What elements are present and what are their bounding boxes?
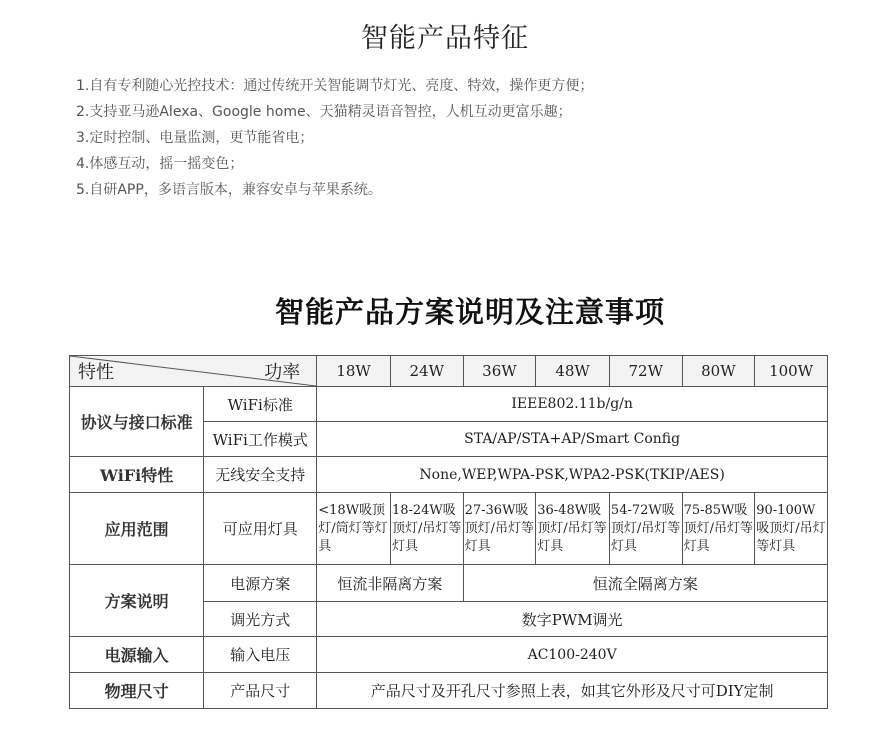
header-row: [70, 356, 828, 387]
power-header-cell: 72W: [609, 356, 682, 387]
value-wifi-standard: IEEE802.11b/g/n: [317, 387, 828, 422]
spec-table: [69, 355, 828, 709]
table-row: [70, 673, 828, 709]
table-row: [70, 565, 828, 602]
power-header-cell: 80W: [682, 356, 755, 387]
features-list: [76, 76, 856, 206]
power-header-cell: 48W: [536, 356, 610, 387]
value-input-voltage: AC100-240V: [317, 637, 828, 673]
table-row: [70, 387, 828, 422]
value-power-scheme-isolated: 恒流全隔离方案: [463, 565, 827, 602]
sub-label-input-voltage: 输入电压: [204, 637, 317, 673]
value-wireless-security: None,WEP,WPA-PSK,WPA2-PSK(TKIP/AES): [317, 457, 828, 493]
sub-label-fixtures: 可应用灯具: [204, 493, 317, 565]
table-row: [70, 457, 828, 493]
row-label-protocol: 协议与接口标准: [70, 387, 204, 457]
sub-label-wifi-mode: WiFi工作模式: [204, 422, 317, 457]
table-row: [70, 493, 828, 565]
sub-label-power-scheme: 电源方案: [204, 565, 317, 602]
fixture-cell: 75-85W吸顶灯/吊灯等灯具: [682, 493, 755, 565]
sub-label-wifi-standard: WiFi标准: [204, 387, 317, 422]
power-header-cell: 100W: [755, 356, 828, 387]
row-label-power-input: 电源输入: [70, 637, 204, 673]
row-label-physical-size: 物理尺寸: [70, 673, 204, 709]
feature-item: 1.自有专利随心光控技术：通过传统开关智能调节灯光、亮度、特效，操作更方便；: [76, 78, 594, 94]
power-header-cell: 24W: [390, 356, 463, 387]
feature-item: 3.定时控制、电量监测，更节能省电；: [76, 130, 314, 146]
value-wifi-mode: STA/AP/STA+AP/Smart Config: [317, 422, 828, 457]
fixture-cell: 27-36W吸顶灯/吊灯等灯具: [463, 493, 536, 565]
value-product-size: 产品尺寸及开孔尺寸参照上表，如其它外形及尺寸可DIY定制: [317, 673, 828, 709]
corner-power-label: 功率: [264, 362, 301, 383]
sub-label-product-size: 产品尺寸: [204, 673, 317, 709]
corner-header-cell: [70, 356, 317, 387]
fixture-cell: 54-72W吸顶灯/吊灯等灯具: [609, 493, 682, 565]
table-row: [70, 637, 828, 673]
feature-item: 5.自研APP，多语言版本，兼容安卓与苹果系统。: [76, 182, 382, 198]
feature-item: 4.体感互动，摇一摇变色；: [76, 156, 244, 172]
sub-label-dimming: 调光方式: [204, 602, 317, 637]
feature-item: 2.支持亚马逊Alexa、Google home、天猫精灵语音智控，人机互动更富乐趣；: [76, 104, 572, 120]
spec-title: 智能产品方案说明及注意事项: [274, 295, 665, 329]
sub-label-wireless-security: 无线安全支持: [204, 457, 317, 493]
power-header-cell: 18W: [317, 356, 391, 387]
fixture-cell: 36-48W吸顶灯/吊灯等灯具: [536, 493, 610, 565]
corner-feature-label: 特性: [78, 362, 114, 383]
value-dimming: 数字PWM调光: [317, 602, 828, 637]
fixture-cell: <18W吸顶灯/筒灯等灯具: [317, 493, 391, 565]
row-label-solution: 方案说明: [70, 565, 204, 637]
fixture-cell: 90-100W吸顶灯/吊灯等灯具: [755, 493, 828, 565]
power-header-cell: 36W: [463, 356, 536, 387]
row-label-wifi-feature: WiFi特性: [70, 457, 204, 493]
row-label-application: 应用范围: [70, 493, 204, 565]
features-title: 智能产品特征: [361, 23, 529, 54]
fixture-cell: 18-24W吸顶灯/吊灯等灯具: [390, 493, 463, 565]
value-power-scheme-nonisolated: 恒流非隔离方案: [317, 565, 463, 602]
